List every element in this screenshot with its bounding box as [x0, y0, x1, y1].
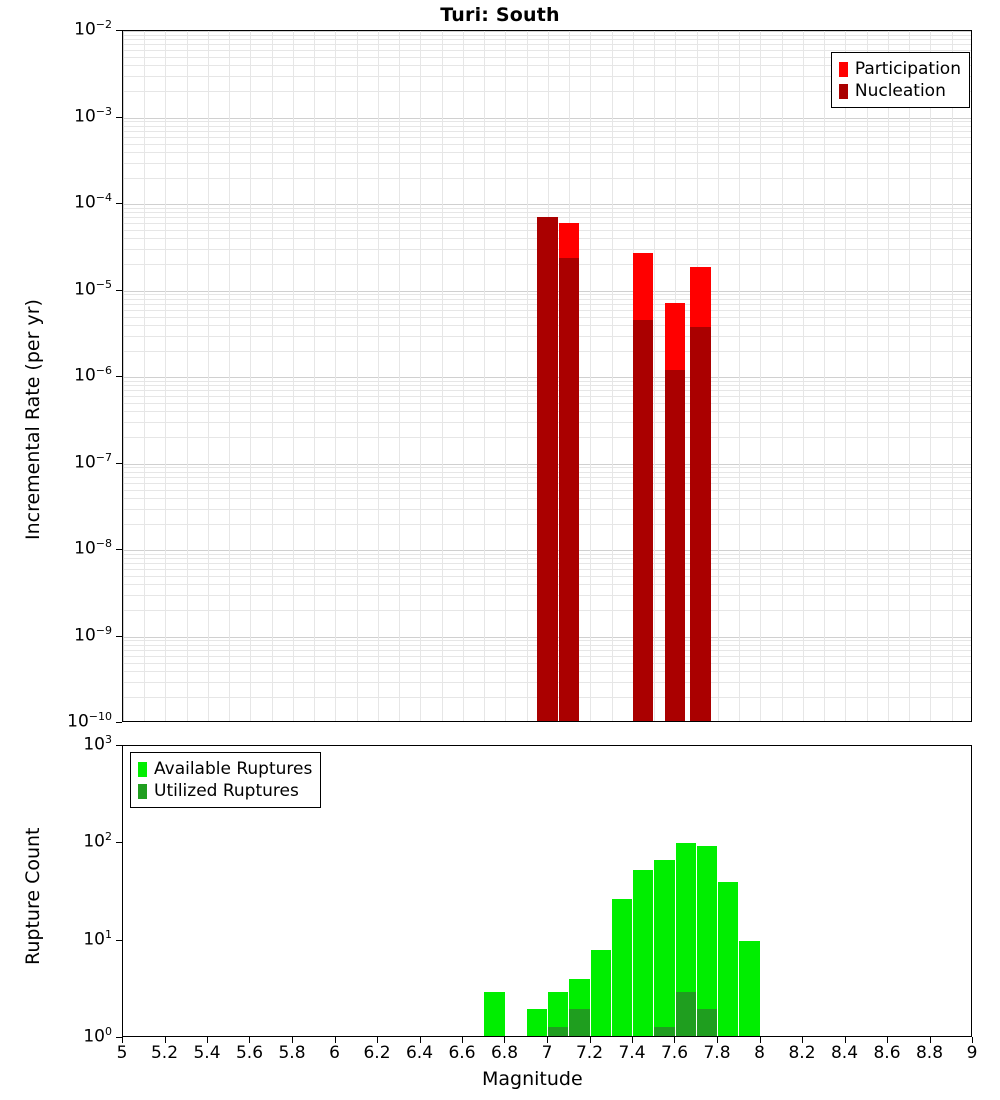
- y-axis-tick-mark: [116, 842, 122, 843]
- x-axis-tick-label: 8.8: [915, 1043, 944, 1063]
- y-axis-tick-mark: [116, 463, 122, 464]
- grid-line-vertical: [654, 31, 655, 722]
- y-axis-tick-mark: [116, 203, 122, 204]
- incremental-rate-plot: [122, 30, 972, 722]
- grid-line-vertical: [612, 31, 613, 722]
- y-axis-tick-label: $10^{-2}$: [74, 18, 112, 40]
- bar: [654, 860, 674, 1037]
- grid-line-vertical: [463, 31, 464, 722]
- grid-line-vertical: [250, 31, 251, 722]
- y-axis-tick-mark: [116, 376, 122, 377]
- y-axis-tick-label: $10^2$: [83, 830, 112, 852]
- x-axis-tick-label: 7.2: [575, 1043, 604, 1063]
- rupture-count-legend: [130, 752, 321, 808]
- x-axis-tick-label: 6.6: [448, 1043, 476, 1063]
- bar: [633, 870, 653, 1037]
- grid-line-vertical: [420, 31, 421, 722]
- x-axis-tick-mark: [887, 1037, 888, 1043]
- grid-line-vertical: [845, 31, 846, 722]
- bar: [591, 950, 611, 1037]
- bar: [739, 941, 759, 1037]
- grid-line-vertical: [357, 31, 358, 722]
- legend-item: [138, 758, 312, 780]
- x-axis-tick-label: 5.8: [278, 1043, 306, 1063]
- grid-line-vertical: [442, 31, 443, 722]
- x-axis-tick-mark: [760, 1037, 761, 1043]
- x-axis-tick-mark: [122, 1037, 123, 1043]
- legend-item: [138, 780, 312, 802]
- grid-line-vertical: [144, 31, 145, 722]
- x-axis-tick-mark: [845, 1037, 846, 1043]
- bar: [484, 992, 504, 1037]
- y-axis-tick-label: $10^{-7}$: [74, 450, 112, 473]
- x-axis-tick-label: 5.6: [235, 1043, 264, 1063]
- grid-line-vertical: [527, 31, 528, 722]
- legend-item-label: Nucleation: [854, 80, 946, 101]
- bar: [569, 1009, 589, 1037]
- x-axis-tick-mark: [377, 1037, 378, 1043]
- bar: [718, 882, 738, 1037]
- grid-line-vertical: [888, 31, 889, 722]
- x-axis-tick-label: 8.6: [873, 1043, 901, 1063]
- x-axis-tick-mark: [335, 1037, 336, 1043]
- incremental-rate-y-axis-title: Incremental Rate (per yr): [22, 299, 44, 540]
- x-axis-tick-mark: [249, 1037, 250, 1043]
- bar: [527, 1009, 547, 1037]
- x-axis-tick-label: 8.4: [830, 1043, 859, 1063]
- bar: [676, 992, 696, 1037]
- grid-line-vertical: [909, 31, 910, 722]
- legend-color-swatch: [839, 62, 848, 77]
- legend-item-label: Utilized Ruptures: [154, 780, 299, 801]
- legend-item: [839, 58, 961, 80]
- grid-line-vertical: [399, 31, 400, 722]
- x-axis-tick-mark: [207, 1037, 208, 1043]
- y-axis-tick-label: $10^{-6}$: [74, 364, 112, 386]
- y-axis-tick-mark: [116, 940, 122, 941]
- x-axis-tick-mark: [632, 1037, 633, 1043]
- x-axis-tick-label: 5.4: [193, 1043, 221, 1063]
- grid-line-vertical: [272, 31, 273, 722]
- y-axis-tick-mark: [116, 549, 122, 550]
- incremental-rate-legend: [831, 52, 970, 108]
- grid-line-vertical: [187, 31, 188, 722]
- x-axis-tick-mark: [292, 1037, 293, 1043]
- y-axis-tick-label: $10^{-10}$: [67, 710, 112, 732]
- grid-line-vertical: [484, 31, 485, 722]
- y-axis-tick-mark: [116, 290, 122, 291]
- y-axis-tick-label: $10^{-8}$: [74, 537, 112, 559]
- grid-line-vertical: [739, 31, 740, 722]
- bar: [612, 899, 632, 1037]
- magnitude-axis-title: Magnitude: [482, 1068, 583, 1090]
- x-axis-tick-label: 6.8: [490, 1043, 519, 1063]
- rupture-count-y-axis-title: Rupture Count: [22, 827, 44, 965]
- x-axis-tick-mark: [972, 1037, 973, 1043]
- x-axis-tick-mark: [504, 1037, 505, 1043]
- y-axis-tick-label: $10^{-3}$: [74, 104, 112, 127]
- y-axis-tick-label: $10^1$: [83, 927, 112, 950]
- bar: [548, 1027, 568, 1037]
- legend-color-swatch: [138, 762, 147, 777]
- x-axis-tick-label: 7.8: [703, 1043, 731, 1063]
- x-axis-tick-label: 7.4: [618, 1043, 646, 1063]
- grid-line-vertical: [718, 31, 719, 722]
- grid-line-vertical: [293, 31, 294, 722]
- x-axis-tick-mark: [717, 1037, 718, 1043]
- y-axis-tick-label: $10^0$: [83, 1025, 112, 1047]
- grid-line-vertical: [378, 31, 379, 722]
- x-axis-tick-label: 6: [329, 1043, 340, 1063]
- y-axis-tick-mark: [116, 117, 122, 118]
- bar: [633, 320, 653, 722]
- bar: [559, 258, 579, 722]
- grid-line-vertical: [867, 31, 868, 722]
- grid-line-vertical: [505, 31, 506, 722]
- x-axis-tick-label: 8: [754, 1043, 765, 1063]
- grid-line-vertical: [590, 31, 591, 722]
- grid-line-vertical: [824, 31, 825, 722]
- grid-line-vertical: [782, 31, 783, 722]
- y-axis-tick-mark: [116, 745, 122, 746]
- bar: [665, 370, 685, 722]
- page-title: Turi: South: [440, 4, 560, 26]
- legend-item: [839, 80, 961, 102]
- grid-line-vertical: [208, 31, 209, 722]
- grid-line-vertical: [803, 31, 804, 722]
- grid-line-vertical: [335, 31, 336, 722]
- x-axis-tick-label: 7.6: [660, 1043, 689, 1063]
- legend-item-label: Available Ruptures: [154, 758, 313, 779]
- legend-color-swatch: [138, 784, 147, 799]
- legend-item-label: Participation: [854, 58, 961, 79]
- x-axis-tick-label: 6.4: [405, 1043, 434, 1063]
- y-axis-tick-label: $10^{-4}$: [74, 191, 112, 213]
- y-axis-tick-mark: [116, 722, 122, 723]
- x-axis-tick-label: 7: [541, 1043, 553, 1063]
- bar: [654, 1027, 674, 1037]
- grid-line-vertical: [229, 31, 230, 722]
- x-axis-tick-mark: [930, 1037, 931, 1043]
- y-axis-tick-label: $10^3$: [83, 733, 112, 755]
- x-axis-tick-mark: [165, 1037, 166, 1043]
- y-axis-tick-label: $10^{-9}$: [74, 623, 112, 646]
- x-axis-tick-mark: [674, 1037, 675, 1043]
- x-axis-tick-label: 6.2: [363, 1043, 391, 1063]
- x-axis-tick-mark: [547, 1037, 548, 1043]
- x-axis-tick-mark: [462, 1037, 463, 1043]
- legend-color-swatch: [839, 84, 848, 99]
- x-axis-tick-label: 5: [116, 1043, 128, 1063]
- bar: [697, 1009, 717, 1037]
- x-axis-tick-label: 9: [966, 1043, 978, 1063]
- bar: [537, 217, 557, 722]
- x-axis-tick-label: 8.2: [788, 1043, 816, 1063]
- y-axis-tick-label: $10^{-5}$: [74, 277, 112, 300]
- x-axis-tick-mark: [420, 1037, 421, 1043]
- grid-line-vertical: [952, 31, 953, 722]
- x-axis-tick-mark: [590, 1037, 591, 1043]
- y-axis-tick-mark: [116, 30, 122, 31]
- bar: [690, 327, 710, 722]
- y-axis-tick-mark: [116, 636, 122, 637]
- x-axis-tick-label: 5.2: [150, 1043, 179, 1063]
- grid-line-vertical: [314, 31, 315, 722]
- grid-line-vertical: [123, 31, 124, 722]
- grid-line-vertical: [760, 31, 761, 722]
- x-axis-tick-mark: [802, 1037, 803, 1043]
- grid-line-vertical: [165, 31, 166, 722]
- grid-line-vertical: [930, 31, 931, 722]
